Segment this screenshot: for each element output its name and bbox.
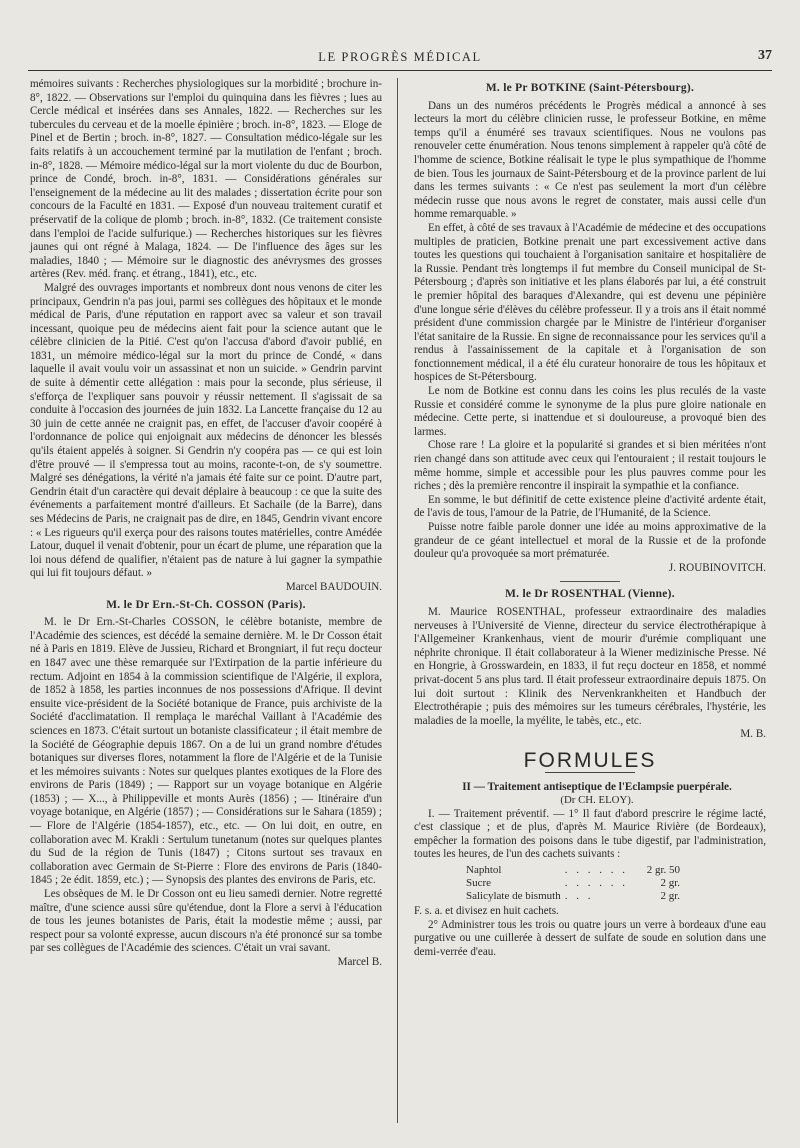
botkine-p1: Dans un des numéros précédents le Progrès médical a annoncé à ses lecteurs la mort du célèbre clinicien russe, le professeur Botkine, en même temps qu'il a énuméré ses travaux scientifiques. Nous ne voulons pas renouveler cette énumération. Nous tenons simplement à rappeler qu'à côté de l'homme de science, Botkine réalisait le type le plus sympathique de l'homme de bien. Tous les journaux de Saint-Pétersbourg et de la province parlent de lui dans les termes suivants : « Ce n'est pas seulement la mort d'un célèbre médecin russe que nous avons le regret de constater, mais aussi celle d'un homme remarquable. » <box>414 99 766 221</box>
right-column <box>414 78 766 959</box>
signature-mb: M. B. <box>740 728 766 741</box>
botkine-p2: En effet, à côté de ses travaux à l'Académie de médecine et des occupations multiples de praticien, Botkine prenait une part excessivement active dans toutes les questions qui touchaient à l'organisation sanitaire et hospitalière de la Russie. Pendant très longtemps il fut membre du Conseil municipal de St-Pétersbourg ; d'après son initiative et les plans élaborés par lui, a été construit le premier hôpital des baraques d'Alexandre, qui est devenu une pépinière d'une longue série d'élèves du célèbre professeur. Il y a trois ans il était nommé président d'une commission chargée par le Ministre de l'intérieur d'organiser l'état sanitaire de la Russie. En signe de reconnaissance pour les services qu'il a rendus à l'assainissement de la capitale et à l'organisation de son fonctionnement médical, il a été élu curateur honoraire de tous les hôpitaux et hospices de St-Pétersbourg. <box>414 221 766 384</box>
botkine-p5: En somme, le but définitif de cette existence pleine d'activité ardente était, de l'avis de tous, l'amour de la Patrie, de l'Humanité, de la Science. <box>414 493 766 520</box>
eclampsie-p2: F. s. a. et divisez en huit cachets. <box>414 905 559 918</box>
page-number: 37 <box>758 48 772 63</box>
botkine-p3: Le nom de Botkine est connu dans les coins les plus reculés de la vaste Russie et considéré comme le synonyme de la plus pure gloire nationale en médecine. Cette perte, si inattendue et si douloureuse, a provoqué bien des larmes. <box>414 385 766 438</box>
eclampsie-p3: 2° Administrer tous les trois ou quatre jours un verre à bordeaux d'une eau purgative ou une cuillerée à dessert de sulfate de soude en solution dans une demi-verrée d'eau. <box>414 918 766 958</box>
signature-baudouin: Marcel BAUDOUIN. <box>285 580 382 593</box>
botkine-heading: M. le Pr BOTKINE (Saint-Pétersbourg). <box>485 82 695 94</box>
gendrin-reputation-paragraph: Malgré des ouvrages importants et nombreux dont nous venons de citer les principaux, Gendrin n'a pas joui, parmi ses collègues des hôpitaux et le monde médical de Paris, d'une réputation en rapport avec sa valeur et son travail incessant, quoique peu de médecins aient fait pour la science autant que le célèbre clinicien de la Pitié. C'est qu'on l'accusa d'abord d'avoir publié, en 1831, un mémoire médico-légal sur la mort du prince de Condé, « dans laquelle il avait voulu voir un assassinat et non un suicide. » Gendrin parvint de suite à démentir cette allégation : mais pour la seconde, plus sérieuse, il s'efforça de l'expliquer sans pouvoir y réussir nettement. Il s'agissait de sa conduite à l'occasion des journées de juin 1832. La Lancette française du 12 au 30 juin de cette année ne craignit pas, en effet, de l'accuser d'avoir coopéré à l'ordonnance de police qui enjoignait aux médecins de dénoncer les blessés qu'ils étaient appelés à soigner. Si Gendrin n'y coopéra pas — ce qui est loin d'être prouvé — il s'empressa tout au moins, raconte-t-on, de s'y soumettre. Malgré ses dénégations, la vérité n'a jamais été faite sur ce point. D'autre part, Gendrin était d'un caractère qui devait déplaire à beaucoup : ce que la suite des événements a parfaitement montré d'ailleurs. Et Sachaile (de la Barre), dans ses Médecins de Paris, ne craignait pas de dire, en 1845, Gendrin vivant encore : « Les rigueurs qu'il exerça pour des raisons toutes matérielles, contre Amédée Latour, duquel il venait d'obtenir, pour un écart de plume, une réparation que la loi nous défend de qualifier, n'étaient pas de nature à lui gagner la sympathie qui lui fit toujours défaut. » <box>30 281 382 580</box>
rx-qty: 2 gr. 50 <box>646 864 681 877</box>
column-divider <box>397 78 398 1123</box>
rosenthal-heading: M. le Dr ROSENTHAL (Vienne). <box>505 588 675 601</box>
left-column <box>30 78 382 970</box>
rx-name: Salicylate de bismuth <box>466 890 561 903</box>
table-row: Sucre . . . . . . 2 gr. <box>466 877 681 890</box>
botkine-p6: Puisse notre faible parole donner une idée au moins approximative de la grandeur de ce géant intellectuel et moral de la Russie et de la profonde douleur qu'a provoquée sa mort prématurée. <box>414 521 766 561</box>
rosenthal-paragraph: M. Maurice ROSENTHAL, professeur extraordinaire des maladies nerveuses à l'Université de Vienne, directeur du service électrothérapique à l'Allgemeiner Krankenhaus, vient de mourir d'urémie compliquant une néphrite chronique. Il était collaborateur à la Wiener medizinische Presse. Né en Hongrie, à Grosswardein, en 1833, il fut reçu docteur en 1858, et nommé privat-docent 5 ans plus tard. Il était professeur extraordinaire depuis 1875. On lui doit surtout : Klinik des Nervenkrankheiten et Handbuch der Electrothérapie ; puis des mémoires sur les tumeurs cérébrales, l'hystérie, les maladies de la moelle, la myélite, le tabès, etc., etc. <box>414 605 766 727</box>
prescription-table <box>464 864 682 903</box>
gendrin-works-paragraph: mémoires suivants : Recherches physiologiques sur la morbidité ; brochure in-8°, 1822. — Observations sur l'emploi du quinquina dans les fièvres ; lues au Cercle médical et insérées dans ses Annales, 1822. — Recherches sur les tubercules du cerveau et de la moelle épinière ; broch. in-8°, 1823. — Eloge de Pinel et de Bertin ; broch. in-8°, 1827. — Consultation médico-légale sur les faits relatifs à un accouchement terminé par la mutilation de l'enfant ; broch. in-8°, 1828. — Mémoire médico-légal sur la mort violente du duc de Bourbon, prince de Condé, broch. in-8°, 1831. — Considérations générales sur l'enseignement de la médecine au lit des malades ; dissertation écrite pour son concours de la Faculté en 1831. — Exposé d'un nouveau traitement curatif et préservatif de la colique de plomb ; broch. in-8°, 1832. (Ce traitement consiste dans l'emploi de l'acide sulfurique.) — Recherches historiques sur les fièvres jaunes qui ont régné à Malaga, 1824. — De l'influence des âges sur les maladies, 1840 ; — Mémoire sur le diagnostic des anévrysmes des grosses artères (Rev. méd. franç. et étrang., 1841), etc., etc. <box>30 78 382 281</box>
header-rule <box>28 70 772 71</box>
table-row: Naphtol . . . . . . 2 gr. 50 <box>466 864 681 877</box>
formules-heading: FORMULES <box>523 748 657 772</box>
eclampsie-title: II — Traitement antiseptique de l'Eclampsie puerpérale. <box>462 780 732 793</box>
eclampsie-author: (Dr CH. ELOY). <box>560 794 634 807</box>
table-row: Salicylate de bismuth . . . 2 gr. <box>466 890 681 903</box>
rx-name: Sucre <box>466 877 492 890</box>
cosson-heading: M. le Dr Ern.-St-Ch. COSSON (Paris). <box>106 598 306 611</box>
eclampsie-p1: I. — Traitement préventif. — 1° Il faut d'abord prescrire le régime lacté, c'est classique ; et de plus, d'après M. Maurice Rivière (de Bordeaux), empêcher la formation des poisons dans le tube digestif, par l'administration, toutes les heures, de l'un des cachets suivants : <box>414 807 766 861</box>
page-header <box>28 50 772 65</box>
cosson-funeral-paragraph: Les obsèques de M. le Dr Cosson ont eu lieu samedi dernier. Notre regretté maître, d'une science aussi sûre qu'étendue, dont la Flore a servi à l'éducation de tous les jeunes botanistes de Paris, était la modestie même ; aussi, par respect pour sa volonté expresse, aucun discours n'a été prononcé sur sa tombe par ses collègues de l'Académie des sciences. C'était un vrai savant. <box>30 888 382 955</box>
journal-title: LE PROGRÈS MÉDICAL <box>318 50 482 64</box>
rx-qty: 2 gr. <box>660 890 681 903</box>
section-separator <box>560 581 620 582</box>
cosson-bio-paragraph: M. le Dr Ern.-St-Charles COSSON, le célèbre botaniste, membre de l'Académie des sciences, est décédé la semaine dernière. M. le Dr Cosson était né à Paris en 1819. Elève de Jussieu, Richard et Brongniart, il fut reçu docteur en 1847 avec une thèse remarquée sur l'Extirpation de la partie inférieure du rectum. Adjoint en 1854 à la commission scientifique de l'Algérie, il explora, de 1852 à 1858, les parties inconnues de nos possessions d'Afrique. Il devint ensuite vice-président de la Société botanique de France, puis archiviste de la Société d'acclimatation. Il remplaça le maréchal Vaillant à l'Académie des sciences en 1873. C'était surtout un botaniste classificateur ; il était membre de la Société de Géographie depuis 1867. On a de lui un grand nombre d'études botaniques sur diverses flores, notamment la flore de l'Algérie et de la Tunisie et les mémoires suivants : Notes sur quelques plantes exotiques de la Flore des environs de Paris (1849) ; — Rapport sur un voyage botanique en Algérie (1853) ; — X..., à Philippeville et monts Aurès (1856) ; — Itinéraire d'un voyage botanique, en Algérie (1857) ; — Considérations sur le Sahara (1859) ; — Flore de l'Algérie (1854-1857), etc., etc. — On lui doit, en outre, en collaboration avec M. Krakli : Sertulum tunetanum (notes sur quelques plantes du Sud de la région de Tunis (1847) ; Citons surtout ses travaux en collaboration avec Germain de St-Pierre : Flore des environs de Paris (1840-1845 ; 2e édit. 1859, etc.) ; — Synopsis des plantes des environs de Paris, etc. <box>30 616 382 887</box>
rx-qty: 2 gr. <box>660 877 681 890</box>
signature-roubinovitch: J. ROUBINOVITCH. <box>668 561 766 574</box>
signature-marcel-b: Marcel B. <box>337 956 382 968</box>
rx-name: Naphtol <box>466 864 502 877</box>
botkine-p4: Chose rare ! La gloire et la popularité si grandes et si bien méritées n'ont rien changé dans son attitude avec ceux qui l'entouraient ; il restait toujours le même homme, simple et accessible pour les plus pauvres comme pour les riches ; dès la première rencontre il inspirait la sympathie et la confiance. <box>414 439 766 493</box>
